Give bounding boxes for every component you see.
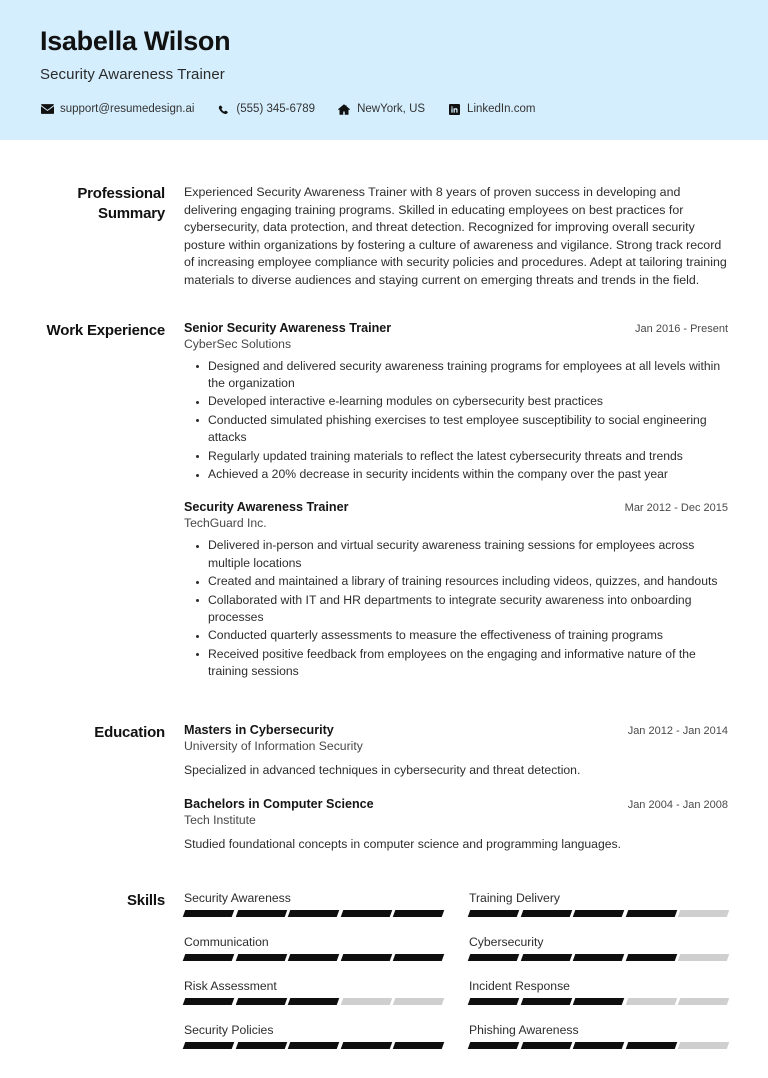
skill-level-bar <box>469 910 728 917</box>
list-item: Created and maintained a library of training resources including videos, quizzes, and handouts <box>208 573 728 590</box>
skill-segment <box>520 998 571 1005</box>
skill-label: Security Policies <box>184 1023 274 1038</box>
phone-icon <box>216 103 230 115</box>
linkedin-icon <box>447 103 461 115</box>
section-heading-experience: Work Experience <box>46 321 165 339</box>
skill-segment <box>341 998 392 1005</box>
education-date: Jan 2004 - Jan 2008 <box>627 799 728 812</box>
skill-segment <box>183 910 234 917</box>
experience-body <box>165 321 728 682</box>
education-entry <box>184 723 728 779</box>
contact-row <box>40 103 728 115</box>
list-item: Conducted quarterly assessments to measure the effectiveness of training programs <box>208 627 728 644</box>
list-item: Designed and delivered security awareness training programs for employees at all levels within the organization <box>208 358 728 393</box>
skill-item <box>469 1023 728 1049</box>
skill-segment <box>468 1042 519 1049</box>
skill-segment <box>678 954 729 961</box>
skill-level-bar <box>469 954 728 961</box>
summary-body <box>165 184 728 290</box>
skill-segment <box>573 954 624 961</box>
section-heading-education: Education <box>94 723 165 741</box>
experience-organization: TechGuard Inc. <box>184 516 267 531</box>
skill-segment <box>235 954 286 961</box>
education-section <box>0 723 768 854</box>
skill-segment <box>573 910 624 917</box>
skill-segment <box>678 998 729 1005</box>
education-entry-head <box>184 723 728 737</box>
education-date: Jan 2012 - Jan 2014 <box>627 724 728 737</box>
experience-entry-head <box>184 321 728 335</box>
skill-segment <box>341 954 392 961</box>
skill-label: Cybersecurity <box>469 935 544 950</box>
education-entry <box>184 797 728 853</box>
skill-item <box>469 979 728 1005</box>
skill-segment <box>235 910 286 917</box>
skills-section <box>0 891 768 1067</box>
contact-phone[interactable] <box>216 103 315 115</box>
skill-segment <box>520 1042 571 1049</box>
education-institution: Tech Institute <box>184 813 256 828</box>
envelope-icon <box>40 103 54 115</box>
skill-label: Security Awareness <box>184 891 291 906</box>
contact-linkedin-label: LinkedIn.com <box>467 103 536 116</box>
header-job-title: Security Awareness Trainer <box>40 66 225 84</box>
section-heading-summary: Professional Summary <box>77 185 165 222</box>
skill-segment <box>341 910 392 917</box>
education-degree: Masters in Cybersecurity <box>184 722 334 737</box>
summary-text: Experienced Security Awareness Trainer with 8 years of proven success in developing and delivering engaging training programs. Skilled in educating employees on best practices for cybersecurity, data protection, and threat detection. Recognized for improving overall security posture within organizations by fostering a culture of awareness and vigilance. Strong track record of increasing employee compliance with security policies and procedures. Adept at tailoring training materials to diverse audiences and staying current on emerging threats and trends in the field. <box>184 185 727 287</box>
experience-date: Mar 2012 - Dec 2015 <box>624 502 728 515</box>
experience-bullets <box>184 358 728 484</box>
contact-location-label: NewYork, US <box>357 103 426 116</box>
skill-segment <box>235 998 286 1005</box>
skill-level-bar <box>469 1042 728 1049</box>
experience-bullets <box>184 537 728 680</box>
list-item: Regularly updated training materials to reflect the latest cybersecurity threats and trends <box>208 448 728 465</box>
experience-organization: CyberSec Solutions <box>184 336 292 351</box>
skill-segment <box>468 998 519 1005</box>
skill-label: Training Delivery <box>469 891 560 906</box>
skill-segment <box>468 954 519 961</box>
skill-segment <box>678 1042 729 1049</box>
skill-item <box>184 935 443 961</box>
skill-segment <box>288 954 339 961</box>
skill-item <box>184 1023 443 1049</box>
section-heading-skills: Skills <box>127 892 165 910</box>
skill-segment <box>626 1042 677 1049</box>
resume-header <box>0 0 768 140</box>
skill-segment <box>520 954 571 961</box>
skill-segment <box>678 910 729 917</box>
skill-segment <box>626 954 677 961</box>
work-experience-section <box>0 321 768 682</box>
skill-segment <box>520 910 571 917</box>
skill-segment <box>288 1042 339 1049</box>
list-item: Achieved a 20% decrease in security incidents within the company over the past year <box>208 466 728 483</box>
experience-entry <box>184 500 728 680</box>
list-item: Developed interactive e-learning modules on cybersecurity best practices <box>208 393 728 410</box>
skill-segment <box>183 998 234 1005</box>
skill-segment <box>573 998 624 1005</box>
experience-title: Security Awareness Trainer <box>184 500 349 515</box>
education-body <box>165 723 728 854</box>
skill-segment <box>573 1042 624 1049</box>
experience-date: Jan 2016 - Present <box>635 322 728 335</box>
education-degree: Bachelors in Computer Science <box>184 797 374 812</box>
skill-item <box>184 891 443 917</box>
skill-level-bar <box>184 1042 443 1049</box>
skill-segment <box>626 998 677 1005</box>
contact-linkedin[interactable] <box>447 103 535 115</box>
list-item: Received positive feedback from employees on the engaging and informative nature of the training sessions <box>208 646 728 681</box>
skills-body <box>165 891 728 1067</box>
skill-segment <box>288 998 339 1005</box>
skill-item <box>469 891 728 917</box>
list-item: Delivered in-person and virtual security awareness training sessions for employees across multiple locations <box>208 537 728 572</box>
experience-title: Senior Security Awareness Trainer <box>184 320 392 335</box>
contact-email[interactable] <box>40 103 194 115</box>
education-description: Studied foundational concepts in computer science and programming languages. <box>184 837 621 852</box>
skill-level-bar <box>184 954 443 961</box>
skill-segment <box>288 910 339 917</box>
skills-grid <box>184 891 728 1067</box>
skill-segment <box>341 1042 392 1049</box>
skill-label: Communication <box>184 935 269 950</box>
skill-segment <box>393 954 444 961</box>
skill-level-bar <box>469 998 728 1005</box>
skill-label: Risk Assessment <box>184 979 277 994</box>
experience-entry-head <box>184 500 728 514</box>
skill-segment <box>183 954 234 961</box>
professional-summary-section <box>0 184 768 290</box>
list-item: Conducted simulated phishing exercises to test employee susceptibility to social engineering attacks <box>208 412 728 447</box>
contact-email-label: support@resumedesign.ai <box>60 103 195 116</box>
home-icon <box>337 103 351 115</box>
education-description: Specialized in advanced techniques in cybersecurity and threat detection. <box>184 762 581 777</box>
skill-segment <box>393 910 444 917</box>
skill-label: Phishing Awareness <box>469 1023 579 1038</box>
experience-entry <box>184 321 728 484</box>
page-title: Isabella Wilson <box>40 26 231 56</box>
skill-segment <box>468 910 519 917</box>
skill-segment <box>393 998 444 1005</box>
skill-segment <box>183 1042 234 1049</box>
skill-item <box>469 935 728 961</box>
skill-item <box>184 979 443 1005</box>
skill-level-bar <box>184 910 443 917</box>
skill-label: Incident Response <box>469 979 570 994</box>
education-entry-head <box>184 797 728 811</box>
skill-segment <box>626 910 677 917</box>
education-institution: University of Information Security <box>184 738 363 753</box>
contact-phone-label: (555) 345-6789 <box>236 103 316 116</box>
skill-level-bar <box>184 998 443 1005</box>
list-item: Collaborated with IT and HR departments to integrate security awareness into onboarding processes <box>208 592 728 627</box>
skill-segment <box>393 1042 444 1049</box>
skill-segment <box>235 1042 286 1049</box>
contact-location[interactable] <box>337 103 425 115</box>
